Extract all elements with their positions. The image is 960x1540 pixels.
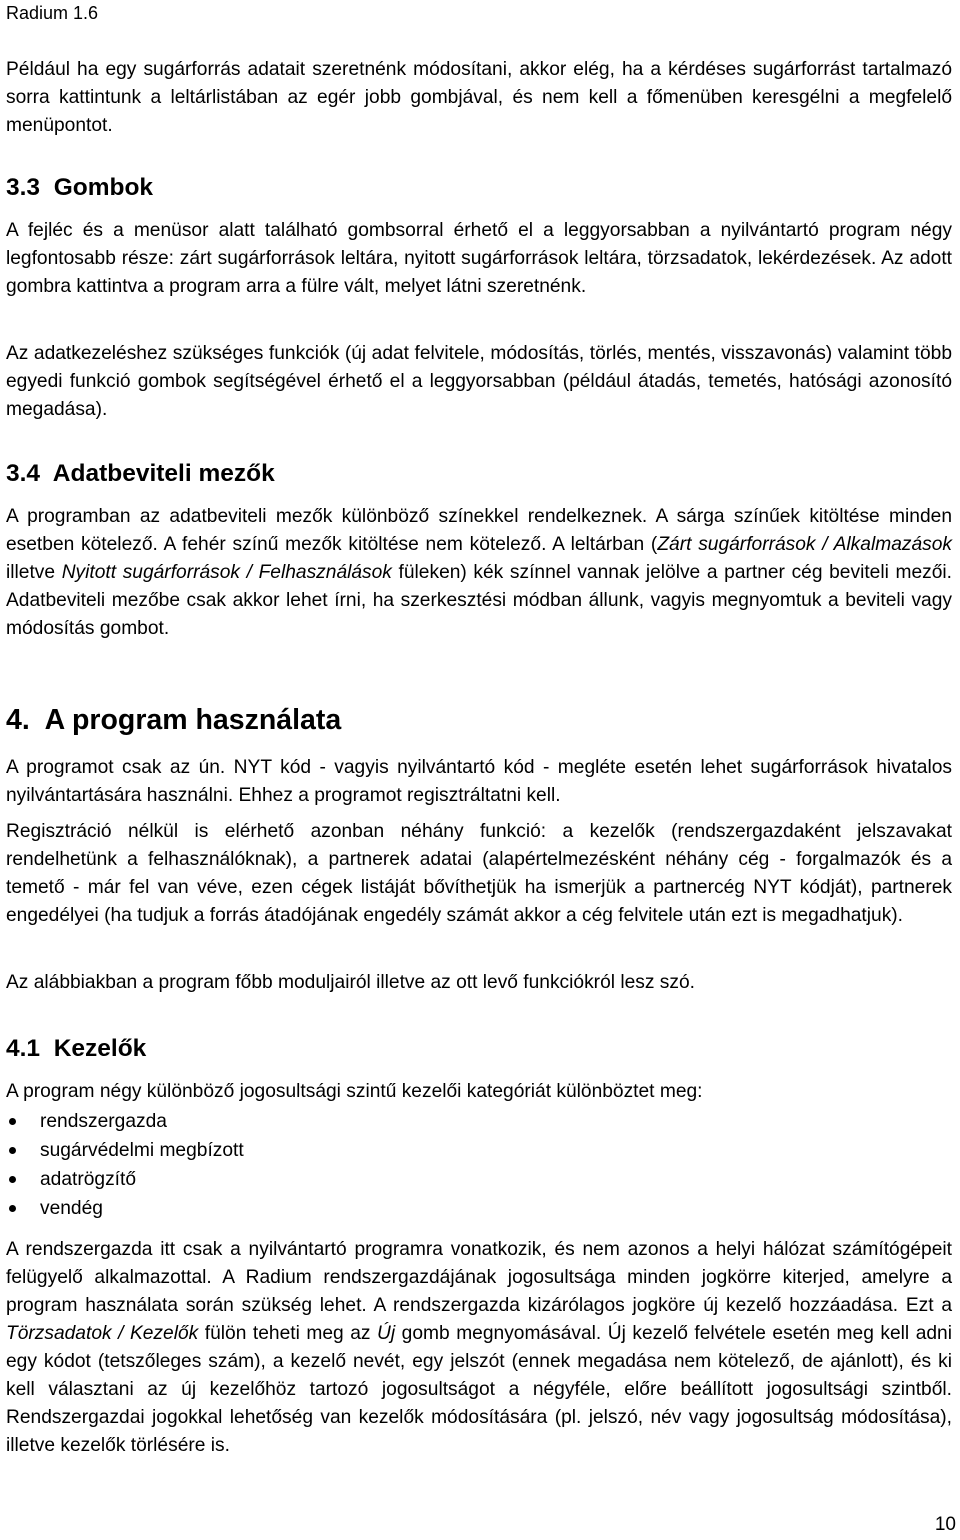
role-list <box>6 1107 952 1223</box>
role-label: adatrögzítő <box>40 1169 137 1190</box>
role-label: sugárvédelmi megbízott <box>40 1140 244 1161</box>
rendszergazda-paragraph <box>6 1236 952 1460</box>
gombok-paragraph-2: Az adatkezeléshez szükséges funkciók (új adat felvitele, módosítás, törlés, mentés, visszavonás) valamint több egyedi funkció gombok segítségével érhető el a leggyorsabban (például átadás, temetés, hatósági azonosító megadása). <box>6 343 952 420</box>
section-heading-4 <box>6 702 952 738</box>
kezelok-intro: A program négy különböző jogosultsági szintű kezelői kategóriát különböztet meg: <box>6 1081 703 1102</box>
bullet-icon <box>9 1147 16 1154</box>
role-label: vendég <box>40 1198 103 1219</box>
section-heading-3-4 <box>6 458 952 490</box>
list-item <box>6 1165 952 1194</box>
section-number: 4.1 <box>6 1035 41 1062</box>
italic-button-name: Új <box>377 1323 396 1344</box>
text-run: A programban az adatbeviteli mezők különböző színekkel rendelkeznek. A sárga színűek kitöltése minden esetben kötelező. A fehér színű mezők kitöltése nem kötelező. A leltárban ( <box>6 506 952 555</box>
section-number: 3.3 <box>6 174 41 201</box>
bullet-icon <box>9 1205 16 1212</box>
italic-tab-name: Zárt sugárforrások / Alkalmazások <box>657 534 952 555</box>
list-item <box>6 1107 952 1136</box>
gombok-paragraph-1: A fejléc és a menüsor alatt található gombsorral érhető el a leggyorsabban a nyilvántartó program négy legfontosabb része: zárt sugárforrások leltára, nyitott sugárforrások leltára, törzsadatok, lekérdezések. Az adott gombra kattintva a program arra a fülre vált, melyet látni szeretnénk. <box>6 220 952 297</box>
section-number: 3.4 <box>6 460 41 487</box>
italic-tab-name: Törzsadatok / Kezelők <box>6 1323 199 1344</box>
section-title: Adatbeviteli mezők <box>52 460 275 487</box>
program-paragraph-3: Az alábbiakban a program főbb moduljairól illetve az ott levő funkciókról lesz szó. <box>6 972 695 993</box>
section-heading-4-1 <box>6 1033 952 1065</box>
list-item <box>6 1136 952 1165</box>
text-run: fülön teheti meg az <box>198 1323 378 1344</box>
section-title: Gombok <box>53 174 154 201</box>
list-item <box>6 1194 952 1223</box>
section-title: A program használata <box>44 704 342 736</box>
text-run: illetve <box>6 562 62 583</box>
text-run: füleken) kék színnel vannak jelölve a partner cég beviteli mezői. Adatbeviteli mezőbe csak akkor lehet írni, ha szerkesztési módban állunk, vagyis megnyomtuk a beviteli vagy módosítás gombot. <box>6 562 952 639</box>
bullet-icon <box>9 1176 16 1183</box>
adatbeviteli-paragraph <box>6 503 952 643</box>
intro-paragraph: Például ha egy sugárforrás adatait szeretnénk módosítani, akkor elég, ha a kérdéses sugárforrást tartalmazó sorra kattintunk a leltárlistában az egér jobb gombjával, és nem kell a főmenüben keresgélni a megfelelő menüpontot. <box>6 59 952 136</box>
text-run: A rendszergazda itt csak a nyilvántartó programra vonatkozik, és nem azonos a helyi hálózat számítógépeit felügyelő alkalmazottal. A Radium rendszergazdájának jogosultsága minden jogkörre kiterjed, amelyre a program használata során szükség lehet. A rendszergazda kizárólagos jogköre új kezelő hozzáadása. Ezt a <box>6 1239 952 1316</box>
page-number: 10 <box>934 1514 956 1535</box>
running-header: Radium 1.6 <box>6 3 99 23</box>
bullet-icon <box>9 1118 16 1125</box>
program-paragraph-2: Regisztráció nélkül is elérhető azonban néhány funkció: a kezelők (rendszergazdaként jelszavakat rendelhetünk a felhasználóknak), a partnerek adatai (alapértelmezésként néhány cég - forgalmazók és a temető - már fel van véve, ezen cégek listáját bővíthetjük ha ismerjük a partnercég NYT kódját), partnerek engedélyei (ha tudjuk a forrás átadójának engedély számát akkor a cég felvitele után ezt is megadhatjuk). <box>6 821 952 926</box>
section-title: Kezelők <box>53 1035 147 1062</box>
section-number: 4. <box>6 704 30 736</box>
section-heading-3-3 <box>6 172 952 204</box>
program-paragraph-1: A programot csak az ún. NYT kód - vagyis nyilvántartó kód - megléte esetén lehet sugárforrások hivatalos nyilvántartására használni. Ehhez a programot regisztráltatni kell. <box>6 757 952 806</box>
text-run: gomb megnyomásával. Új kezelő felvétele esetén meg kell adni egy kódot (tetszőleges szám), a kezelő nevét, egy jelszót (ennek megadása nem kötelező, de ajánlott), és ki kell választani az új kezelőhöz tartozó jogosultságot a négyféle, előre beállított jogosultsági szintből. Rendszergazdai jogokkal lehetőség van kezelők módosítására (pl. jelszó, név vagy jogosultság módosítása), illetve kezelők törlésére is. <box>6 1323 952 1456</box>
role-label: rendszergazda <box>40 1111 167 1132</box>
italic-tab-name: Nyitott sugárforrások / Felhasználások <box>61 562 392 583</box>
